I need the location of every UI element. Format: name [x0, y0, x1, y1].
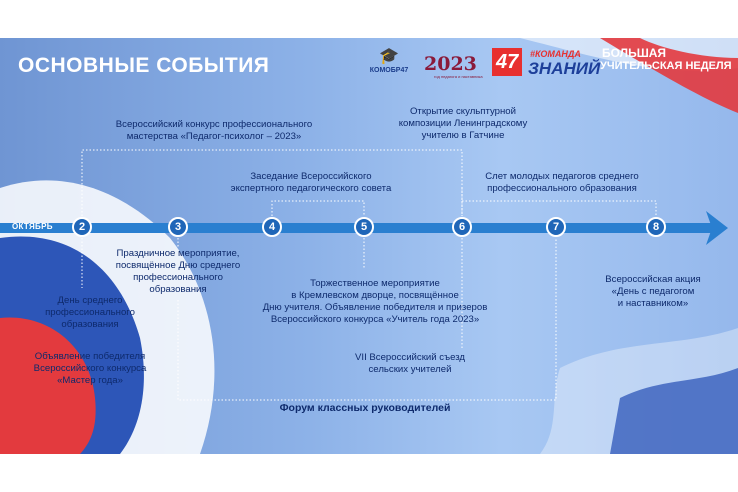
teacher-week-line1: БОЛЬШАЯ	[602, 46, 667, 60]
event-mentor-day-line2: «День с педагогом	[611, 286, 695, 297]
event-master-line3: «Мастер года»	[57, 375, 123, 386]
day-node-2: 2	[72, 217, 92, 237]
event-sculpture-line1: Открытие скульптурной	[409, 106, 517, 117]
day-node-6: 6	[452, 217, 472, 237]
day-node-7: 7	[546, 217, 566, 237]
event-sculpture	[378, 106, 548, 142]
event-master	[22, 351, 158, 387]
team-47-number: 47	[492, 48, 522, 76]
event-young-teachers-line2: профессионального образования	[487, 183, 637, 194]
month-label: ОКТЯБРЬ	[12, 222, 53, 231]
year-2023-logo-subtitle: год педагога и наставника	[434, 74, 483, 79]
event-festive-line3: профессионального	[133, 272, 223, 283]
event-festive	[98, 248, 258, 296]
event-kremlin-line4: Всероссийского конкурса «Учитель года 2023»	[270, 314, 480, 325]
event-psychologist	[96, 119, 332, 143]
event-mentor-day-line3: и наставником»	[617, 298, 689, 309]
day-node-8: 8	[646, 217, 666, 237]
event-spo-day-line3: образования	[61, 319, 119, 330]
page-title: ОСНОВНЫЕ СОБЫТИЯ	[18, 54, 270, 77]
slide	[0, 38, 738, 454]
connector-young-teachers	[462, 201, 656, 216]
event-rural-line1: VII Всероссийский съезд	[355, 352, 465, 363]
event-council	[206, 171, 416, 195]
event-rural-line2: сельских учителей	[368, 364, 452, 375]
event-kremlin-line1: Торжественное мероприятие	[310, 278, 440, 289]
event-council-line1: Заседание Всероссийского	[250, 171, 372, 182]
event-rural	[334, 352, 486, 376]
event-kremlin	[240, 278, 510, 326]
event-festive-line4: образования	[149, 284, 207, 295]
event-festive-line2: посвящённое Дню среднего	[115, 260, 241, 271]
event-festive-line1: Праздничное мероприятие,	[116, 248, 240, 259]
event-psychologist-line2: мастерства «Педагог-психолог – 2023»	[126, 131, 302, 142]
event-young-teachers-line1: Слет молодых педагогов среднего	[485, 171, 639, 182]
event-sculpture-line2: композиции Ленинградскому	[398, 118, 528, 129]
connector-council	[272, 201, 364, 216]
event-mentor-day-line1: Всероссийская акция	[605, 274, 701, 285]
team-47-word: ЗНАНИЙ	[528, 59, 601, 78]
day-node-5: 5	[354, 217, 374, 237]
event-spo-day-line1: День среднего	[57, 295, 123, 306]
event-young-teachers	[462, 171, 662, 195]
event-mentor-day	[588, 274, 718, 310]
event-spo-day	[30, 295, 150, 331]
event-forum: Форум классных руководителей	[279, 402, 451, 414]
komobr-logo-text: КОМОБР47	[369, 67, 409, 74]
event-kremlin-line2: в Кремлевском дворце, посвящённое	[291, 290, 459, 301]
team-47-tag: #КОМАНДА	[530, 49, 581, 59]
event-council-line2: экспертного педагогического совета	[230, 183, 392, 194]
event-kremlin-line3: Дню учителя. Объявление победителя и призеров	[262, 302, 488, 313]
teacher-week-line2: УЧИТЕЛЬСКАЯ НЕДЕЛЯ	[600, 60, 732, 72]
year-2023-logo-text: 2023	[424, 53, 477, 75]
event-master-line2: Всероссийского конкурса	[33, 363, 147, 374]
day-node-4: 4	[262, 217, 282, 237]
timeline-lines	[0, 38, 738, 454]
event-sculpture-line3: учителю в Гатчине	[421, 130, 505, 141]
graduation-cap-icon: 🎓	[379, 48, 399, 65]
day-node-3: 3	[168, 217, 188, 237]
event-spo-day-line2: профессионального	[45, 307, 135, 318]
event-master-line1: Объявление победителя	[34, 351, 146, 362]
event-psychologist-line1: Всероссийский конкурс профессионального	[115, 119, 313, 130]
